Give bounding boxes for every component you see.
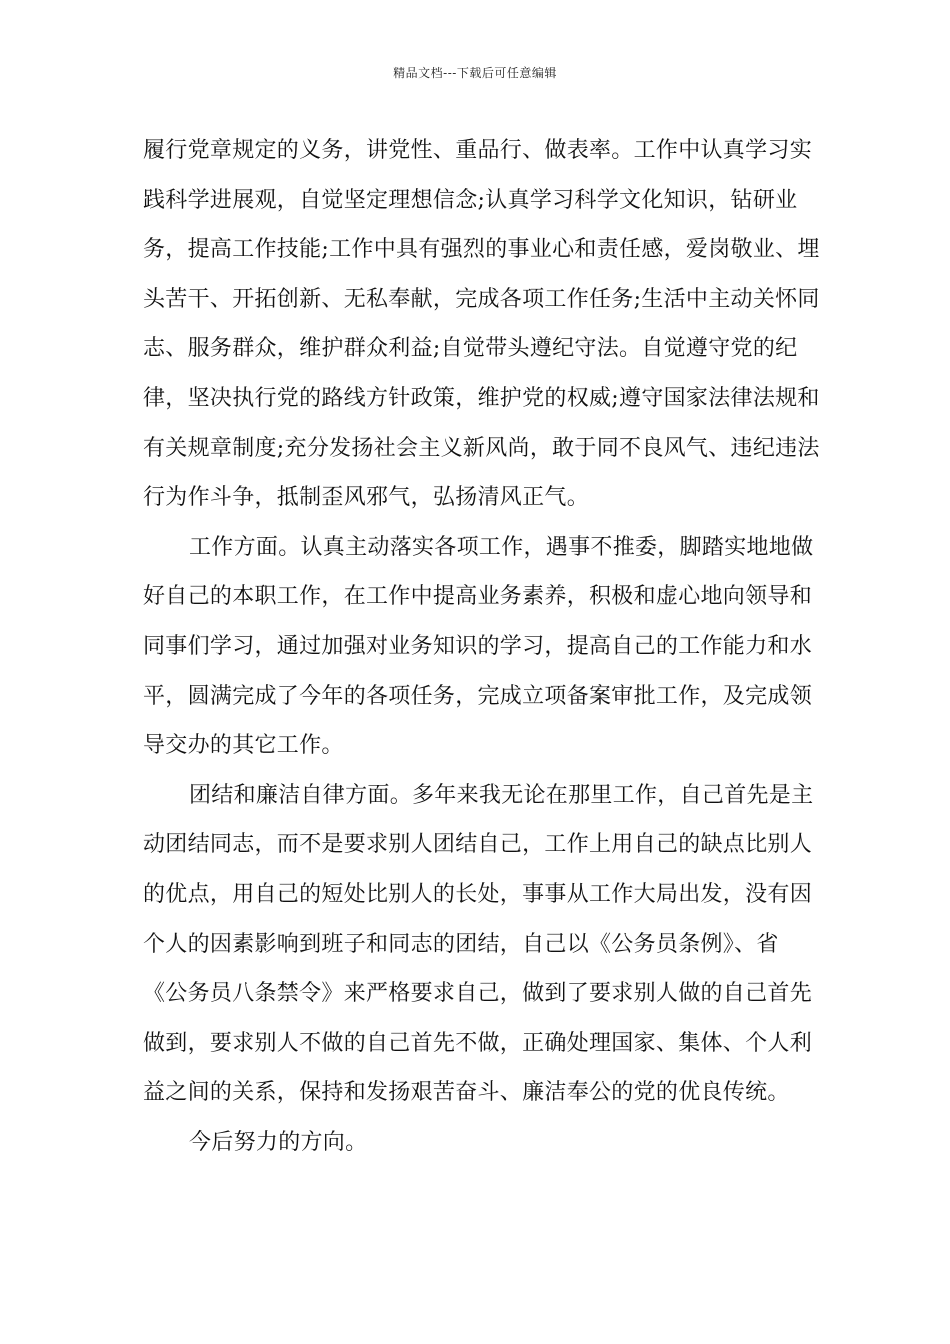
paragraph-future-direction: 今后努力的方向。 (189, 1129, 368, 1155)
document-body (143, 126, 823, 1167)
paragraph-party-duties: 履行党章规定的义务，讲党性、重品行、做表率。工作中认真学习实践科学进展观，自觉坚定理想信念;认真学习科学文化知识，钻研业务，提高工作技能;工作中具有强烈的事业心和责任感，爱岗敬业、埋头苦干、开拓创新、无私奉献，完成各项工作任务;生活中主动关怀同志、服务群众，维护群众利益;自觉带头遵纪守法。自觉遵守党的纪律，坚决执行党的路线方针政策，维护党的权威;遵守国家法律法规和有关规章制度;充分发扬社会主义新风尚，敢于同不良风气、违纪违法行为作斗争，抵制歪风邪气，弘扬清风正气。 (143, 138, 820, 511)
paragraph-unity-integrity: 团结和廉洁自律方面。多年来我无论在那里工作，自己首先是主动团结同志，而不是要求别人团结自己，工作上用自己的缺点比别人的优点，用自己的短处比别人的长处，事事从工作大局出发，没有因个人的因素影响到班子和同志的团结，自己以《公务员条例》、省《公务员八条禁令》来严格要求自己，做到了要求别人做的自己首先做到，要求别人不做的自己首先不做，正确处理国家、集体、个人利益之间的关系，保持和发扬艰苦奋斗、廉洁奉公的党的优良传统。 (143, 782, 814, 1106)
paragraph-work: 工作方面。认真主动落实各项工作，遇事不推委，脚踏实地地做好自己的本职工作，在工作中提高业务素养，积极和虚心地向领导和同事们学习，通过加强对业务知识的学习，提高自己的工作能力和水平，圆满完成了今年的各项任务，完成立项备案审批工作，及完成领导交办的其它工作。 (143, 534, 814, 759)
page-header: 精品文档---下载后可任意编辑 (393, 66, 557, 80)
